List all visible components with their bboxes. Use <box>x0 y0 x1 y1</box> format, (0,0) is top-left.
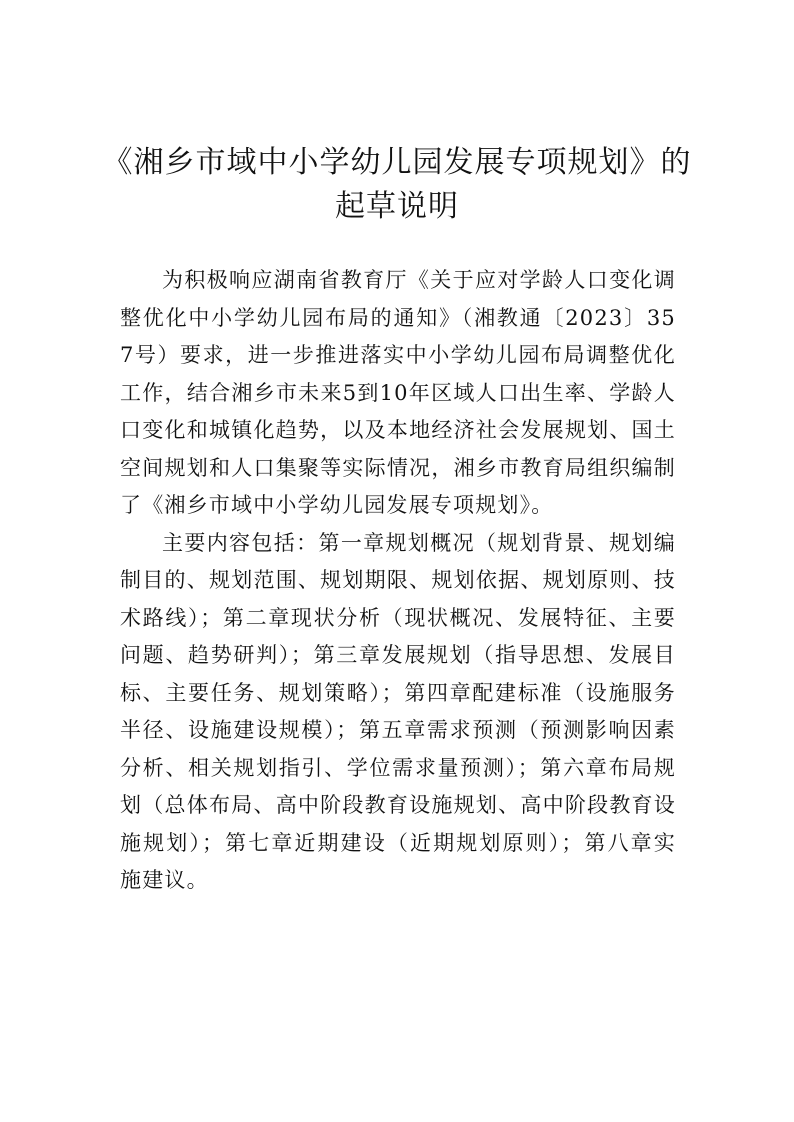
document-title-line-1: 《湘乡市域中小学幼儿园发展专项规划》的 <box>102 145 692 180</box>
document-title-line-2: 起草说明 <box>335 189 459 224</box>
document-body <box>120 262 676 900</box>
paragraph-background: 为积极响应湖南省教育厅《关于应对学龄人口变化调整优化中小学幼儿园布局的通知》（湘教通〔2023〕357号）要求，进一步推进落实中小学幼儿园布局调整优化工作，结合湘乡市未来5到10年区域人口出生率、学龄人口变化和城镇化趋势，以及本地经济社会发展规划、国土空间规划和人口集聚等实际情况，湘乡市教育局组织编制了《湘乡市域中小学幼儿园发展专项规划》。 <box>120 268 676 517</box>
paragraph-contents: 主要内容包括：第一章规划概况（规划背景、规划编制目的、规划范围、规划期限、规划依据、规划原则、技术路线）；第二章现状分析（现状概况、发展特征、主要问题、趋势研判）；第三章发展规划（指导思想、发展目标、主要任务、规划策略）；第四章配建标准（设施服务半径、设施建设规模）；第五章需求预测（预测影响因素分析、相关规划指引、学位需求量预测）；第六章布局规划（总体布局、高中阶段教育设施规划、高中阶段教育设施规划）；第七章近期建设（近期规划原则）；第八章实施建议。 <box>120 530 676 892</box>
